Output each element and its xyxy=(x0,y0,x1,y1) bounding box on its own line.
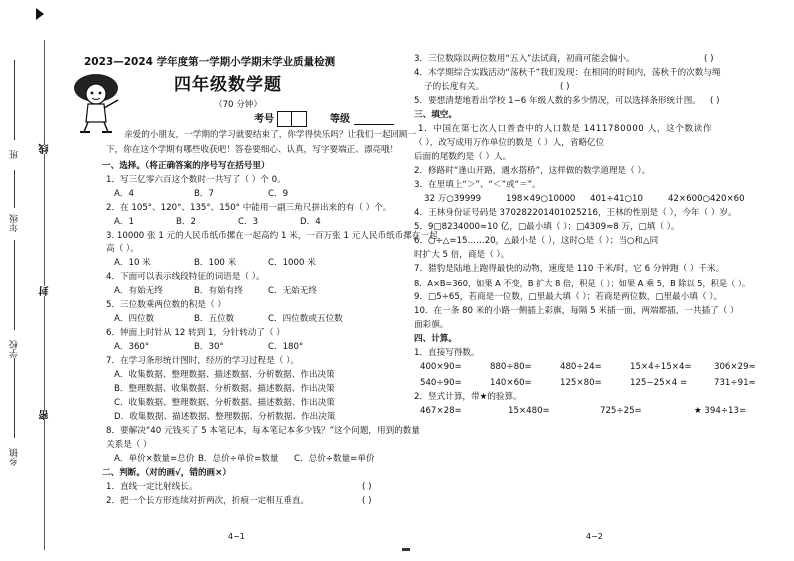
q3-option-b: B．100 米 xyxy=(194,258,237,268)
binding-strip xyxy=(0,0,60,561)
binding-mi: 密 xyxy=(40,410,51,420)
calc-part-1-title: 1．直接写得数。 xyxy=(414,348,480,358)
question-5: 5．三位数乘两位数的积是（ ） xyxy=(106,300,226,310)
q8-option-b: B．总价÷单价=数量 xyxy=(198,454,279,464)
q8-option-c: C．总价÷数量=单价 xyxy=(294,454,375,464)
question-3-line-2: 高（ ）。 xyxy=(106,244,139,254)
fill-10-line-1: 10．在一条 80 米的小路一侧插上彩旗，每隔 5 米插一面，两端都插，一共插了（ ） xyxy=(414,306,739,316)
calc-r2-c1: 540÷90= xyxy=(420,378,462,388)
question-3-line-1: 3. 10000 张 1 元的人民币纸币摞在一起高约 1 米，一百万张 1 元人民币纸币摞在一起 xyxy=(106,231,438,241)
q5-option-b: B．五位数 xyxy=(194,314,235,324)
question-6: 6．钟面上时针从 12 转到 1，分针转动了（ ） xyxy=(106,328,285,338)
judge-4-line-2: 子的长度有关。 xyxy=(424,82,485,92)
fill-9: 9．□5÷65，若商是一位数，□里最大填（ ）；若商是两位数，□里最小填（ ）。 xyxy=(414,292,723,302)
calc-r1-c1: 400×90= xyxy=(420,362,462,372)
bottom-center-mark xyxy=(402,548,410,551)
exam-no-label: 考号 xyxy=(254,114,274,125)
q2-option-c: C．3 xyxy=(238,217,259,227)
fill-2: 2．修路时“逢山开路，遇水搭桥”，这样做的数学道理是（ ）。 xyxy=(414,166,651,176)
judge-3-paren[interactable]: ( ) xyxy=(704,54,714,64)
section-1-title: 一、选择。（将正确答案的序号写在括号里） xyxy=(102,161,270,171)
q3-option-a: A．10 米 xyxy=(114,258,151,268)
vertical-calc-3: 725÷25= xyxy=(600,406,642,416)
judge-4-paren[interactable]: ( ) xyxy=(560,82,570,92)
exam-no-box-divider xyxy=(291,111,292,127)
section-2-title: 二、判断。（对的画√，错的画×） xyxy=(102,468,231,478)
page-number-left: 4−1 xyxy=(228,532,245,541)
duration: （70 分钟） xyxy=(214,100,263,110)
judge-2: 2．把一个长方形连续对折两次，折痕一定相互垂直。 xyxy=(106,496,310,506)
page-right xyxy=(410,0,794,561)
q5-option-c: C．四位数或五位数 xyxy=(268,314,343,324)
q4-option-c: C．无始无终 xyxy=(268,286,317,296)
judge-5-paren[interactable]: ( ) xyxy=(710,96,720,106)
q2-option-d: D．4 xyxy=(300,217,321,227)
binding-class-blank xyxy=(14,60,15,140)
vertical-calc-4: ★ 394÷13= xyxy=(694,406,747,416)
q5-option-a: A．四位数 xyxy=(114,314,155,324)
q1-option-b: B．7 xyxy=(194,189,214,199)
intro-line-2: 下，你在这个学期有哪些收获吧！答卷要细心、认真，写字要端正、漂亮哦！ xyxy=(106,145,399,155)
binding-grade-label: 年级 xyxy=(10,214,20,232)
judge-5: 5．要想清楚地看出学校 1−6 年级人数的多少情况，可以选择条形统计图。 xyxy=(414,96,701,106)
calc-r1-c2: 880÷80= xyxy=(490,362,532,372)
calc-r1-c5: 306×29≈ xyxy=(714,362,756,372)
fill-1-line-1: 1．中国在第七次人口普查中的人口数是 1411780000 人，这个数读作 xyxy=(418,124,713,134)
judge-4-line-1: 4．木学期综合实践活动“荡秋千”我们发现：在相同的时间内，荡秋千的次数与绳 xyxy=(414,68,721,78)
binding-grade-blank xyxy=(14,170,15,208)
page-number-right: 4−2 xyxy=(586,532,603,541)
q1-option-a: A．4 xyxy=(114,189,134,199)
fill-3: 3．在里填上“＞”、“＜”或“＝”。 xyxy=(414,180,541,190)
binding-class-label: 班 xyxy=(10,150,20,159)
judge-1-paren[interactable]: ( ) xyxy=(362,482,372,492)
judge-1: 1．直线一定比射线长。 xyxy=(106,482,198,492)
calc-r1-c4: 15×4÷15×4= xyxy=(630,362,692,372)
section-3-title: 三、填空。 xyxy=(414,110,457,120)
calc-part-2-title: 2．竖式计算，带★的验算。 xyxy=(414,392,522,402)
binding-school-blank xyxy=(14,240,15,330)
calc-r1-c3: 480÷24= xyxy=(560,362,602,372)
grade-level-label: 等级 xyxy=(330,114,350,125)
binding-town-blank xyxy=(14,358,15,438)
question-8-line-1: 8．要解决“40 元钱买了 5 本笔记本，每本笔记本多少钱？”这个问题，用到的数量 xyxy=(106,426,420,436)
fill-7: 7．猎豹是陆地上跑得最快的动物，速度是 110 千米/时，它 6 分钟跑（ ）千米。 xyxy=(414,264,725,274)
binding-xian: 线 xyxy=(40,144,51,154)
calc-r2-c3: 125×80= xyxy=(560,378,602,388)
q8-option-a: A．单价×数量=总价 xyxy=(114,454,195,464)
q7-option-b: B．整理数据、收集数据、分析数据、描述数据、作出决策 xyxy=(114,384,335,394)
binding-town-label: 乡镇 xyxy=(10,448,20,466)
fill-1-line-2: （ ），改写成用万作单位的数是（ ）人，省略亿位 xyxy=(414,138,605,148)
fill-4: 4．王林身份证号码是 370282201401025216，王林的性别是（ ），今年（ ）岁。 xyxy=(414,208,737,218)
question-7: 7．在学习条形统计图时，经历的学习过程是（ ）。 xyxy=(106,356,299,366)
subject-title: 四年级数学题 xyxy=(174,75,282,95)
q7-option-a: A．收集数据、整理数据、描述数据、分析数据、作出决策 xyxy=(114,370,335,380)
calc-r2-c4: 125−25×4 = xyxy=(630,378,688,388)
fill-5: 5．9□8234000≈10 亿，□最小填（ ）；□4309≈8 万，□填（ ）。 xyxy=(414,222,680,232)
question-8-line-2: 关系是（ ） xyxy=(106,440,152,450)
q4-option-b: B．有始有终 xyxy=(194,286,243,296)
vertical-calc-2: 15×480= xyxy=(508,406,550,416)
fill-3-item-1: 32 万○39999 xyxy=(424,194,482,204)
fill-3-item-3: 401÷41○10 xyxy=(590,194,643,204)
q4-option-a: A．有始无终 xyxy=(114,286,163,296)
q2-option-b: B．2 xyxy=(176,217,196,227)
section-4-title: 四、计算。 xyxy=(414,334,457,344)
question-1: 1．写三亿零六百这个数时一共写了（ ）个 0。 xyxy=(106,175,286,185)
fill-8: 8．A×B=360，如果 A 不变，B 扩大 8 倍，积是（ ）；如果 A 乘 5，B 除以 5，积是（ ）。 xyxy=(414,278,751,288)
fill-6-line-1: 6．○÷△=15……20，△最小是（ ），这时○是（ ）；当○和△同 xyxy=(414,236,659,246)
calc-r2-c5: 731÷91≈ xyxy=(714,378,756,388)
fill-10-line-2: 面彩旗。 xyxy=(414,320,449,330)
binding-feng: 封 xyxy=(40,286,51,296)
corner-mark xyxy=(36,8,44,20)
fill-3-item-4: 42×600○420×60 xyxy=(668,194,745,204)
exam-title: 2023—2024 学年度第一学期小学期末学业质量检测 xyxy=(84,56,336,68)
q3-option-c: C．1000 米 xyxy=(268,258,316,268)
mascot-illustration xyxy=(66,70,126,136)
judge-2-paren[interactable]: ( ) xyxy=(362,496,372,506)
calc-r2-c2: 140×60= xyxy=(490,378,532,388)
vertical-calc-1: 467×28= xyxy=(420,406,462,416)
q6-option-a: A．360° xyxy=(114,342,150,352)
question-2: 2．在 105°、120°、135°、150° 中能用一副三角尺拼出来的有（ ）个。 xyxy=(106,203,392,213)
q7-option-d: D．收集数据、描述数据、整理数据、分析数据、作出决策 xyxy=(114,412,336,422)
exam-no-box[interactable] xyxy=(277,111,307,127)
fill-3-item-2: 198×49○10000 xyxy=(506,194,576,204)
q7-option-c: C．收集数据、整理数据、分析数据、描述数据、作出决策 xyxy=(114,398,335,408)
q6-option-b: B．30° xyxy=(194,342,224,352)
question-4: 4．下面可以表示线段特征的词语是（ ）。 xyxy=(106,272,265,282)
judge-3: 3．三位数除以两位数用“五入”法试商，初商可能会偏小。 xyxy=(414,54,635,64)
intro-line-1: 亲爱的小朋友，一学期的学习就要结束了，你学得快乐吗？让我们一起回顾一 xyxy=(124,130,417,140)
fill-6-line-2: 时扩大 5 倍，商是（ ）。 xyxy=(414,250,510,260)
binding-school-label: 学校 xyxy=(10,340,20,358)
q2-option-a: A．1 xyxy=(114,217,134,227)
q6-option-c: C．180° xyxy=(268,342,304,352)
fill-1-line-3: 后面的尾数约是（ ）人。 xyxy=(414,152,512,162)
grade-level-blank[interactable] xyxy=(354,124,394,125)
q1-option-c: C．9 xyxy=(268,189,289,199)
